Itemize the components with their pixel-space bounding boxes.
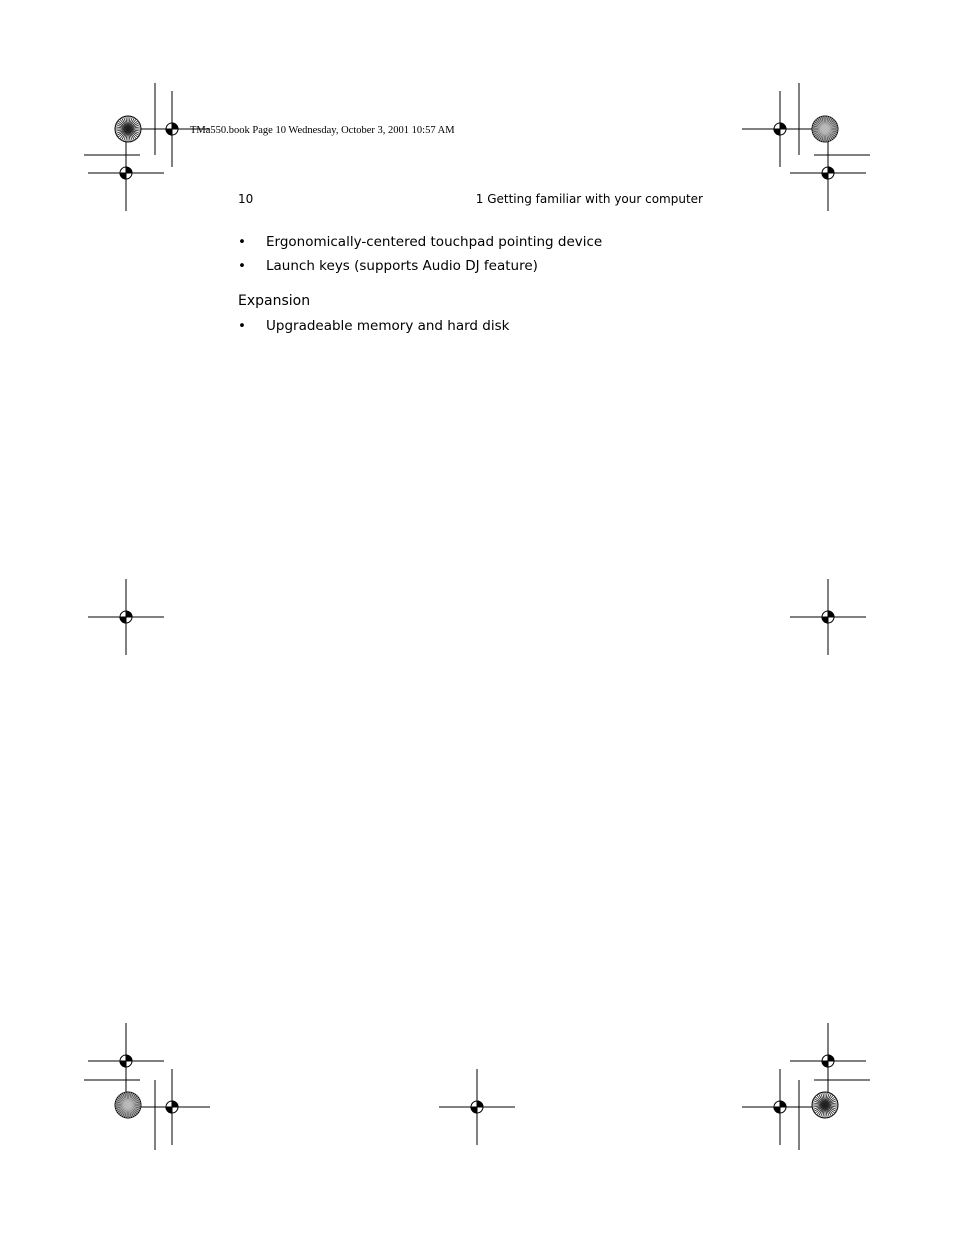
registration-mark-icon	[134, 1069, 210, 1145]
registration-mark-icon	[790, 135, 866, 211]
list-item-text: Launch keys (supports Audio DJ feature)	[266, 258, 538, 274]
registration-mark-icon	[88, 1023, 164, 1099]
page-number: 10	[238, 192, 254, 206]
bullet-icon: •	[238, 258, 246, 274]
color-starburst-icon	[115, 1092, 141, 1118]
color-starburst-icon	[812, 116, 838, 142]
list-item	[238, 234, 602, 250]
color-starburst-icon	[812, 1092, 838, 1118]
list-item	[238, 258, 538, 274]
registration-mark-icon	[88, 135, 164, 211]
bullet-icon: •	[238, 234, 246, 250]
list-item-text: Ergonomically-centered touchpad pointing device	[266, 234, 603, 250]
running-header: 1 Getting familiar with your computer	[475, 192, 703, 206]
color-starburst-icon	[115, 116, 141, 142]
registration-mark-icon	[790, 579, 866, 655]
registration-mark-icon	[88, 579, 164, 655]
bullet-icon: •	[238, 318, 246, 334]
list-item	[238, 318, 509, 334]
registration-mark-icon	[742, 1069, 818, 1145]
registration-mark-icon	[742, 91, 818, 167]
registration-mark-icon	[439, 1069, 515, 1145]
list-item-text: Upgradeable memory and hard disk	[266, 318, 510, 334]
section-heading: Expansion	[238, 293, 311, 309]
registration-mark-icon	[790, 1023, 866, 1099]
print-slug: TMa550.book Page 10 Wednesday, October 3, 2001 10:57 AM	[190, 125, 455, 136]
